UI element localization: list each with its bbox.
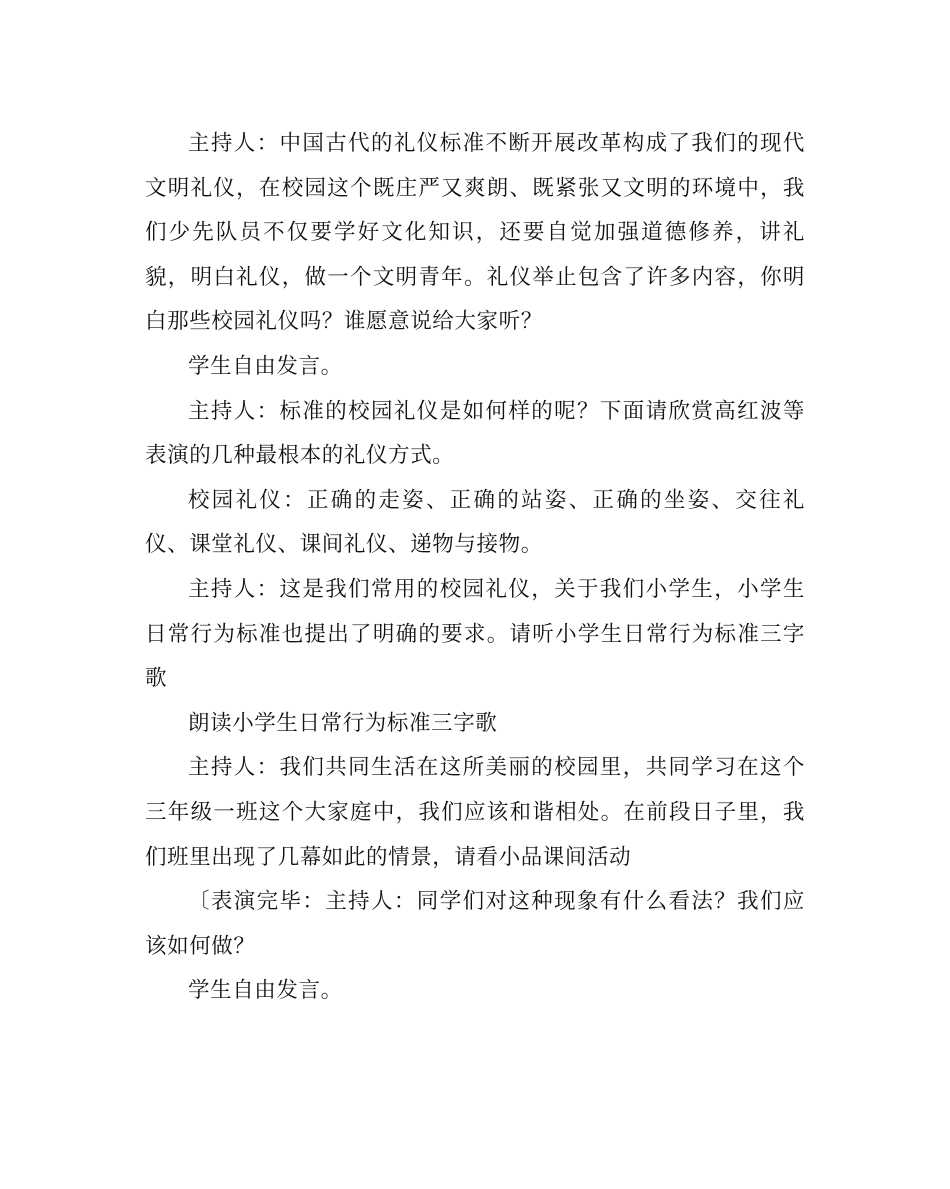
paragraph-host-daily-standards: 主持人：这是我们常用的校园礼仪，关于我们小学生，小学生日常行为标准也提出了明确的要求。请听小学生日常行为标准三字歌 [145,576,805,692]
paragraph-student-speech: 学生自由发言。 [188,353,343,379]
paragraph-performance-end: 〔表演完毕：主持人：同学们对这种现象有什么看法？我们应该如何做？ [145,889,805,959]
paragraph-host-class-harmony: 主持人：我们共同生活在这所美丽的校园里，共同学习在这个三年级一班这个大家庭中，我们应该和谐相处。在前段日子里，我们班里出现了几幕如此的情景，请看小品课间活动 [145,755,805,870]
paragraph-student-speech-final: 学生自由发言。 [188,978,343,1004]
paragraph-host-intro: 主持人：中国古代的礼仪标准不断开展改革构成了我们的现代文明礼仪，在校园这个既庄严又爽朗、既紧张又文明的环境中，我们少先队员不仅要学好文化知识，还要自觉加强道德修养，讲礼貌，明白礼仪，做一个文明青年。礼仪举止包含了许多内容，你明白那些校园礼仪吗？谁愿意说给大家听？ [145,131,805,335]
paragraph-campus-etiquette-list: 校园礼仪：正确的走姿、正确的站姿、正确的坐姿、交往礼仪、课堂礼仪、课间礼仪、递物与接物。 [145,487,805,558]
paragraph-recitation: 朗读小学生日常行为标准三字歌 [188,710,498,736]
paragraph-host-etiquette-question: 主持人：标准的校园礼仪是如何样的呢？下面请欣赏高红波等表演的几种最根本的礼仪方式。 [145,398,805,469]
document-body [145,122,805,1014]
